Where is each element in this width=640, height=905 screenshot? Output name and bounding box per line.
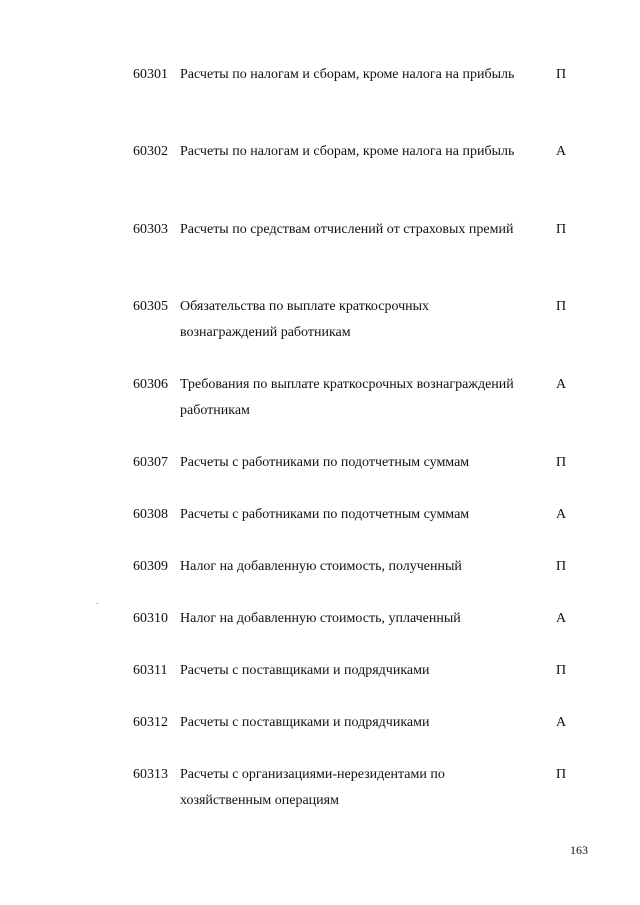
account-code: 60306 (133, 377, 168, 392)
account-code: 60302 (133, 144, 168, 159)
account-name: Расчеты с работниками по подотчетным суммам (180, 507, 470, 522)
account-code: 60301 (133, 67, 168, 82)
account-name: Требования по выплате краткосрочных вознаграждений работникам (180, 377, 514, 418)
account-code: 60307 (133, 455, 168, 470)
account-name: Расчеты по налогам и сборам, кроме налога на прибыль (180, 144, 515, 159)
account-code: 60303 (133, 222, 168, 237)
account-code: 60305 (133, 299, 168, 314)
account-side: А (555, 507, 567, 522)
account-name: Расчеты с работниками по подотчетным суммам (180, 455, 470, 470)
account-code: 60310 (133, 611, 168, 626)
page-number: 163 (570, 843, 588, 857)
account-name: Налог на добавленную стоимость, полученный (180, 559, 462, 574)
account-side: П (555, 455, 567, 470)
account-side: П (555, 559, 567, 574)
account-side: А (555, 715, 567, 730)
account-side: А (555, 611, 567, 626)
account-side: А (555, 377, 567, 392)
account-name: Налог на добавленную стоимость, уплаченный (180, 611, 461, 626)
account-side: П (555, 299, 567, 314)
account-side: П (555, 663, 567, 678)
account-code: 60312 (133, 715, 168, 730)
account-side: А (555, 144, 567, 159)
account-side: П (555, 222, 567, 237)
account-side: П (555, 767, 567, 782)
margin-mark (96, 603, 98, 604)
account-name: Расчеты по средствам отчислений от страховых премий (180, 222, 514, 237)
account-code: 60308 (133, 507, 168, 522)
account-code: 60313 (133, 767, 168, 782)
account-name: Расчеты с поставщиками и подрядчиками (180, 663, 430, 678)
account-name: Обязательства по выплате краткосрочных вознаграждений работникам (180, 299, 430, 340)
account-side: П (555, 67, 567, 82)
account-code: 60309 (133, 559, 168, 574)
account-name: Расчеты с организациями-нерезидентами по хозяйственным операциям (180, 767, 445, 808)
account-name: Расчеты по налогам и сборам, кроме налога на прибыль (180, 67, 515, 82)
account-code: 60311 (133, 663, 168, 678)
account-name: Расчеты с поставщиками и подрядчиками (180, 715, 430, 730)
